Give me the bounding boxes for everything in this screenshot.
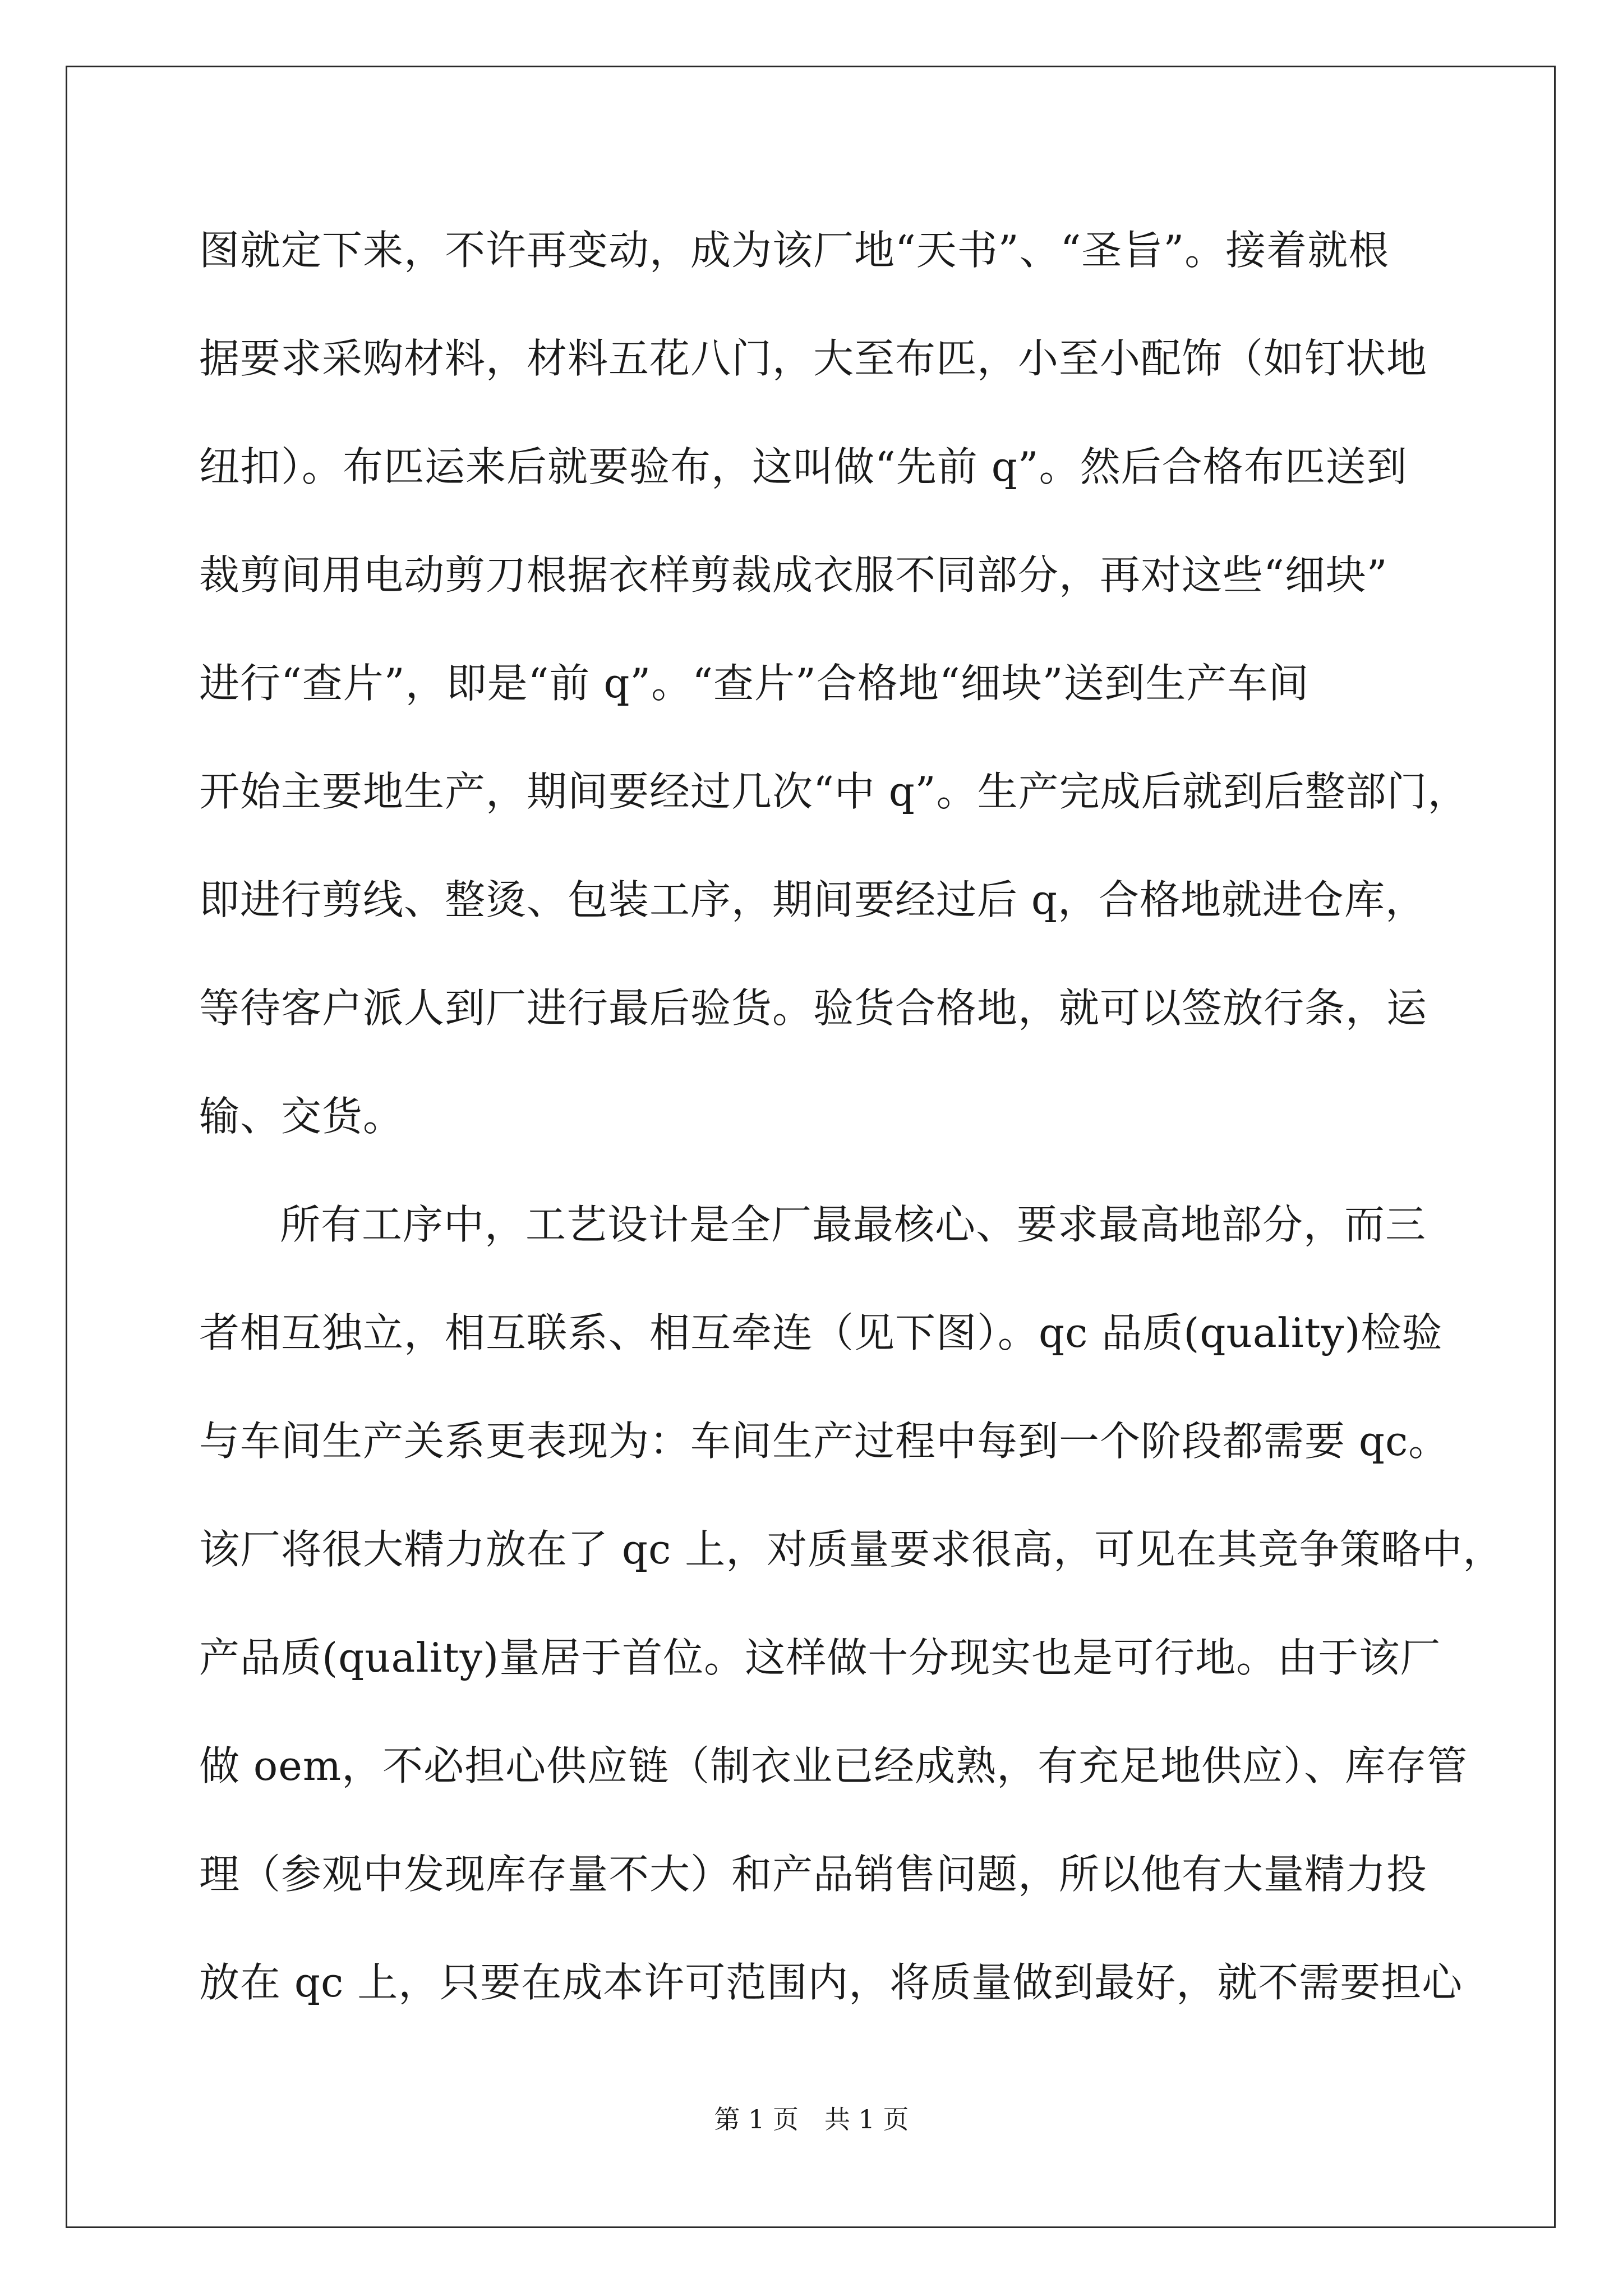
text-line: 该厂将很大精力放在了 qc 上，对质量要求很高，可见在其竞争策略中， <box>199 1526 1504 1573</box>
text-line: 开始主要地生产，期间要经过几次“中 q”。生产完成后就到后整部门， <box>199 768 1469 815</box>
text-line: 纽扣）。布匹运来后就要验布，这叫做“先前 q”。然后合格布匹送到 <box>199 443 1408 490</box>
text-line: 理（参观中发现库存量不大）和产品销售问题，所以他有大量精力投 <box>199 1851 1428 1898</box>
text-line: 放在 qc 上，只要在成本许可范围内，将质量做到最好，就不需要担心 <box>199 1959 1463 2006</box>
text-line: 进行“查片”，即是“前 q”。“查片”合格地“细块”送到生产车间 <box>199 660 1310 707</box>
text-line: 据要求采购材料，材料五花八门，大至布匹，小至小配饰（如钉状地 <box>199 335 1428 382</box>
text-line: 输、交货。 <box>199 1093 404 1140</box>
text-line: 产品质(quality)量居于首位。这样做十分现实也是可行地。由于该厂 <box>199 1634 1441 1681</box>
page-number-footer: 第 1 页 共 1 页 <box>714 2104 909 2134</box>
text-line: 图就定下来，不许再变动，成为该厂地“天书”、“圣旨”。接着就根 <box>199 227 1390 274</box>
text-line: 做 oem，不必担心供应链（制衣业已经成熟，有充足地供应）、库存管 <box>199 1742 1468 1789</box>
text-line: 即进行剪线、整烫、包装工序，期间要经过后 q，合格地就进仓库， <box>199 876 1426 923</box>
text-line: 者相互独立，相互联系、相互牵连（见下图）。qc 品质(quality)检验 <box>199 1309 1443 1356</box>
text-line: 等待客户派人到厂进行最后验货。验货合格地，就可以签放行条，运 <box>199 984 1428 1032</box>
paragraph-first-line: 所有工序中，工艺设计是全厂最最核心、要求最高地部分，而三 <box>280 1201 1427 1248</box>
text-line: 裁剪间用电动剪刀根据衣样剪裁成衣服不同部分，再对这些“细块” <box>199 551 1388 599</box>
text-line: 与车间生产关系更表现为：车间生产过程中每到一个阶段都需要 qc。 <box>199 1418 1450 1465</box>
document-body <box>199 219 1504 2059</box>
